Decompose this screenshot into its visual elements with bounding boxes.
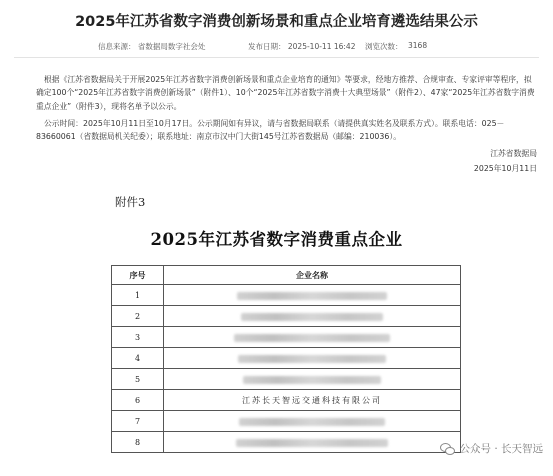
table-row <box>112 348 461 369</box>
wechat-watermark <box>440 441 543 456</box>
row-number: 8 <box>112 432 164 453</box>
divider <box>14 57 539 58</box>
company-name-redacted <box>164 327 461 348</box>
attachment-label: 附件3 <box>115 195 146 209</box>
company-name-redacted <box>164 285 461 306</box>
meta-source: 信息来源： 省数据局数字社会处 <box>98 42 206 51</box>
page-title: 2025年江苏省数字消费创新场景和重点企业培育遴选结果公示 <box>75 14 478 30</box>
row-number: 1 <box>112 285 164 306</box>
company-name-redacted <box>164 411 461 432</box>
table-row <box>112 369 461 390</box>
row-number: 2 <box>112 306 164 327</box>
signature-org: 江苏省数据局 <box>490 149 537 158</box>
company-name-redacted <box>164 306 461 327</box>
signature-date: 2025年10月11日 <box>473 164 537 173</box>
company-name: 江苏长天智远交通科技有限公司 <box>164 390 461 411</box>
table-row <box>112 327 461 348</box>
column-header-name: 企业名称 <box>164 266 461 285</box>
notice-paragraph-2: 公示时间：2025年10月11日至10月17日。公示期间如有异议，请与省数据局联系（请提供真实姓名及联系方式）。联系电话：025－83660061（省数据局机关纪委）；联系地址：南京市汉中门大街145号江苏省数据局（邮编：210036）。 <box>36 119 505 142</box>
meta-views-label: 浏览次数： <box>365 42 403 51</box>
table-row <box>112 306 461 327</box>
column-header-no: 序号 <box>112 266 164 285</box>
row-number: 3 <box>112 327 164 348</box>
table-row <box>112 285 461 306</box>
wechat-icon <box>440 443 455 455</box>
table-row <box>112 411 461 432</box>
attachment-title: 2025年江苏省数字消费重点企业 <box>150 230 403 249</box>
meta-views-count: 3168 <box>408 41 428 50</box>
company-name-redacted <box>164 369 461 390</box>
table-header-row <box>112 266 461 285</box>
enterprise-table <box>111 265 461 453</box>
company-name-redacted <box>164 432 461 453</box>
row-number: 4 <box>112 348 164 369</box>
company-name-redacted <box>164 348 461 369</box>
row-number: 6 <box>112 390 164 411</box>
meta-published: 发布日期： 2025-10-11 16:42 <box>248 42 356 51</box>
table-row <box>112 432 461 453</box>
row-number: 7 <box>112 411 164 432</box>
watermark-text: 公众号 · 长天智远 <box>459 443 543 455</box>
notice-paragraph-1: 根据《江苏省数据局关于开展2025年江苏省数字消费创新场景和重点企业培育的通知》等要求，经地方推荐、合规审查、专家评审等程序，拟确定100个“2025年江苏省数字消费创新场景”（附件1）、10个“2025年江苏省数字消费十大典型场景”（附件2）、47家“2025年江苏省数字消费重点企业”（附件3），现将名单予以公示。 <box>36 75 535 111</box>
table-row <box>112 390 461 411</box>
row-number: 5 <box>112 369 164 390</box>
